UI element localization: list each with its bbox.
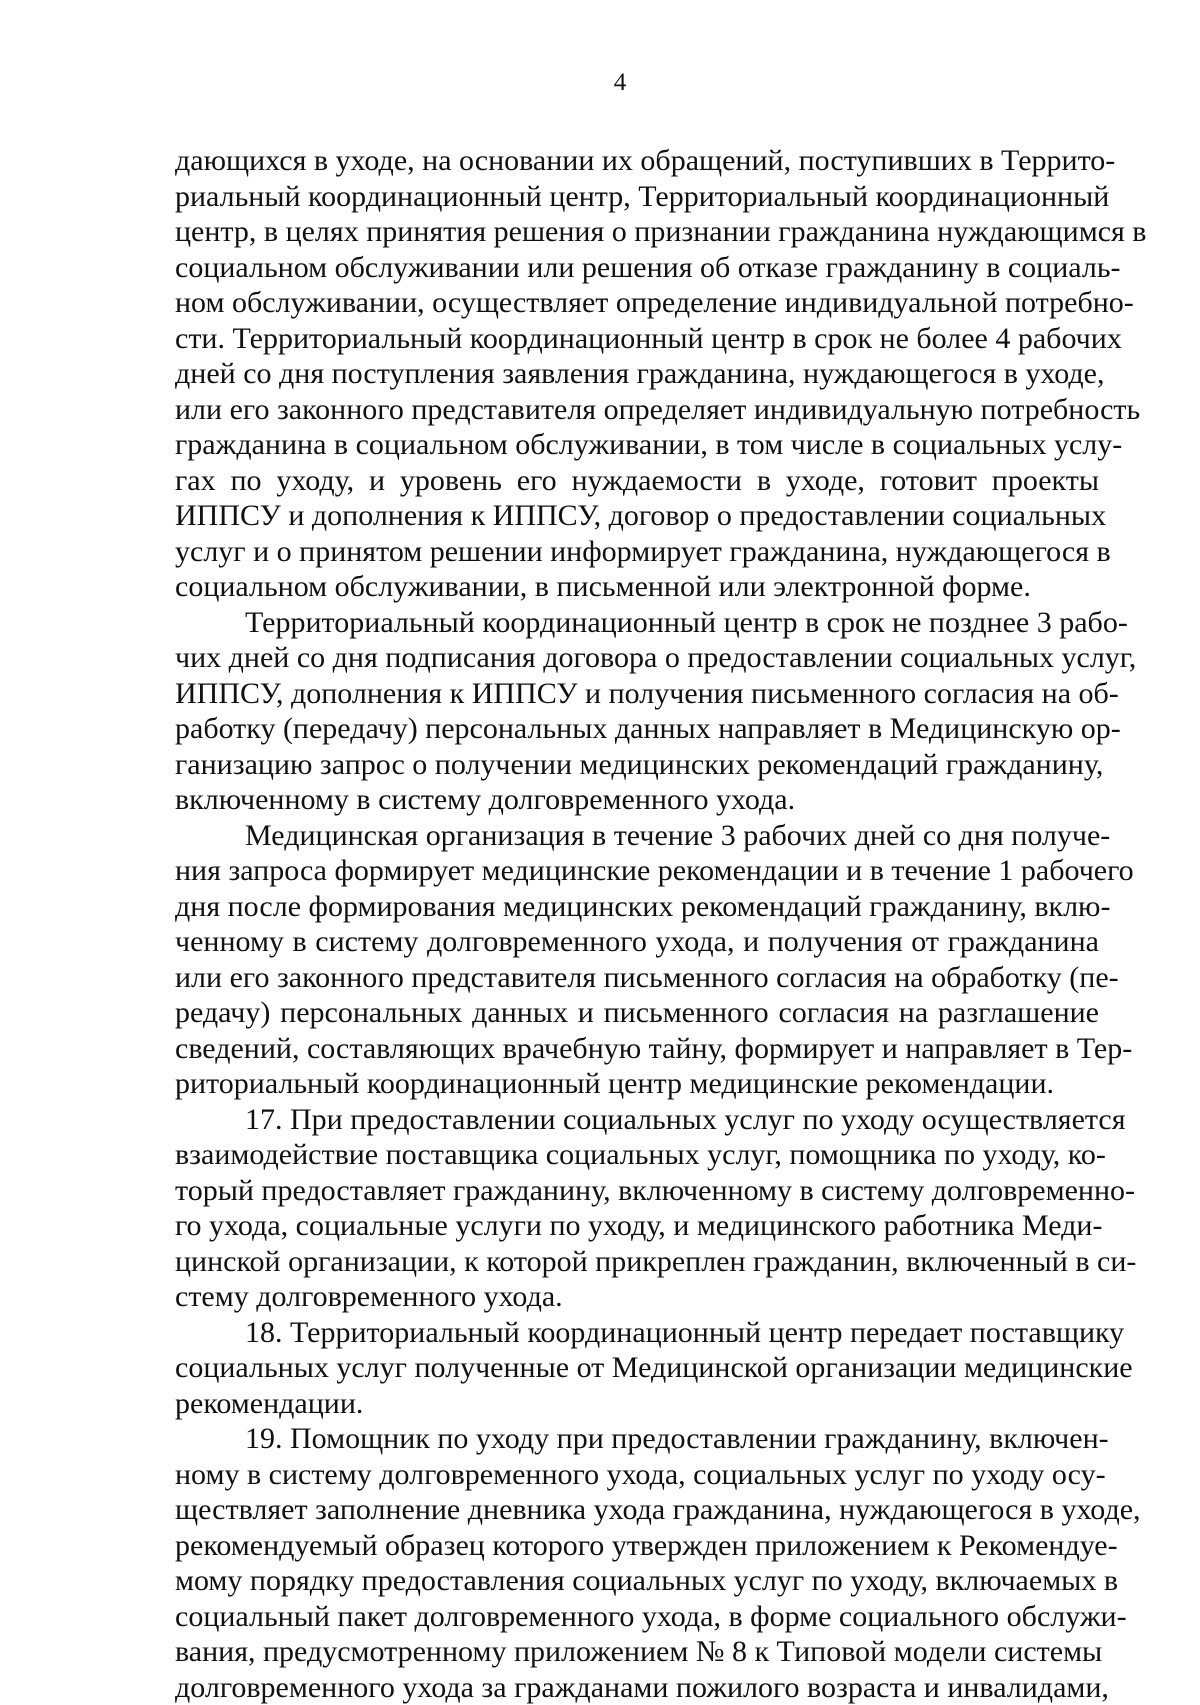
text-line: рекомендуемый образец которого утвержден приложением к Рекомендуе- xyxy=(175,1528,1099,1564)
text-line: Медицинская организация в течение 3 рабочих дней со дня получе- xyxy=(175,818,1099,854)
document-body xyxy=(175,143,1099,1705)
text-line: чих дней со дня подписания договора о предоставлении социальных услуг, xyxy=(175,640,1099,676)
text-line: социальном обслуживании или решения об отказе гражданину в социаль- xyxy=(175,250,1099,286)
text-line: ченному в систему долговременного ухода, и получения от гражданина xyxy=(175,924,1099,960)
text-line: включенному в систему долговременного ухода. xyxy=(175,782,1099,818)
text-line: 18. Территориальный координационный центр передает поставщику xyxy=(175,1315,1099,1351)
text-line: услуг и о принятом решении информирует гражданина, нуждающегося в xyxy=(175,534,1099,570)
text-line: го ухода, социальные услуги по уходу, и медицинского работника Меди- xyxy=(175,1208,1099,1244)
text-line: дня после формирования медицинских рекомендаций гражданину, вклю- xyxy=(175,889,1099,925)
text-line: или его законного представителя определяет индивидуальную потребность xyxy=(175,392,1099,428)
text-line: работку (передачу) персональных данных направляет в Медицинскую ор- xyxy=(175,711,1099,747)
text-line: Территориальный координационный центр в срок не позднее 3 рабо- xyxy=(175,605,1099,641)
paragraph xyxy=(175,818,1099,1102)
text-line: вания, предусмотренному приложением № 8 к Типовой модели системы xyxy=(175,1634,1099,1670)
text-line: дней со дня поступления заявления гражданина, нуждающегося в уходе, xyxy=(175,356,1099,392)
text-line: ном обслуживании, осуществляет определение индивидуальной потребно- xyxy=(175,285,1099,321)
text-line: торый предоставляет гражданину, включенному в систему долговременно- xyxy=(175,1173,1099,1209)
text-line: или его законного представителя письменного согласия на обработку (пе- xyxy=(175,960,1099,996)
text-line: центр, в целях принятия решения о признании гражданина нуждающимся в xyxy=(175,214,1099,250)
text-line: 17. При предоставлении социальных услуг по уходу осуществляется xyxy=(175,1102,1099,1138)
paragraph xyxy=(175,605,1099,818)
paragraph xyxy=(175,1102,1099,1315)
paragraph xyxy=(175,143,1099,605)
text-line: сведений, составляющих врачебную тайну, формирует и направляет в Тер- xyxy=(175,1031,1099,1067)
text-line: социальный пакет долговременного ухода, в форме социального обслужи- xyxy=(175,1599,1099,1635)
text-line: риальный координационный центр, Территориальный координационный xyxy=(175,179,1099,215)
text-line: рекомендации. xyxy=(175,1386,1099,1422)
text-line: ИППСУ и дополнения к ИППСУ, договор о предоставлении социальных xyxy=(175,498,1099,534)
text-line: ществляет заполнение дневника ухода гражданина, нуждающегося в уходе, xyxy=(175,1492,1099,1528)
text-line: мому порядку предоставления социальных услуг по уходу, включаемых в xyxy=(175,1563,1099,1599)
paragraph xyxy=(175,1421,1099,1705)
text-line: дающихся в уходе, на основании их обращений, поступивших в Террито- xyxy=(175,143,1099,179)
text-line: стему долговременного ухода. xyxy=(175,1279,1099,1315)
paragraph xyxy=(175,1315,1099,1422)
text-line: ИППСУ, дополнения к ИППСУ и получения письменного согласия на об- xyxy=(175,676,1099,712)
text-line: цинской организации, к которой прикреплен гражданин, включенный в си- xyxy=(175,1244,1099,1280)
text-line: 19. Помощник по уходу при предоставлении гражданину, включен- xyxy=(175,1421,1099,1457)
text-line: ному в систему долговременного ухода, социальных услуг по уходу осу- xyxy=(175,1457,1099,1493)
text-line: риториальный координационный центр медицинские рекомендации. xyxy=(175,1066,1099,1102)
text-line: ганизацию запрос о получении медицинских рекомендаций гражданину, xyxy=(175,747,1099,783)
page-number: 4 xyxy=(0,68,1200,98)
text-line: взаимодействие поставщика социальных услуг, помощника по уходу, ко- xyxy=(175,1137,1099,1173)
text-line: ния запроса формирует медицинские рекомендации и в течение 1 рабочего xyxy=(175,853,1099,889)
text-line: гах по уходу, и уровень его нуждаемости в уходе, готовит проекты xyxy=(175,463,1099,499)
text-line: социальном обслуживании, в письменной или электронной форме. xyxy=(175,569,1099,605)
text-line: социальных услуг полученные от Медицинской организации медицинские xyxy=(175,1350,1099,1386)
text-line: сти. Территориальный координационный центр в срок не более 4 рабочих xyxy=(175,321,1099,357)
text-line: гражданина в социальном обслуживании, в том числе в социальных услу- xyxy=(175,427,1099,463)
text-line: редачу) персональных данных и письменного согласия на разглашение xyxy=(175,995,1099,1031)
text-line: долговременного ухода за гражданами пожилого возраста и инвалидами, xyxy=(175,1670,1099,1705)
